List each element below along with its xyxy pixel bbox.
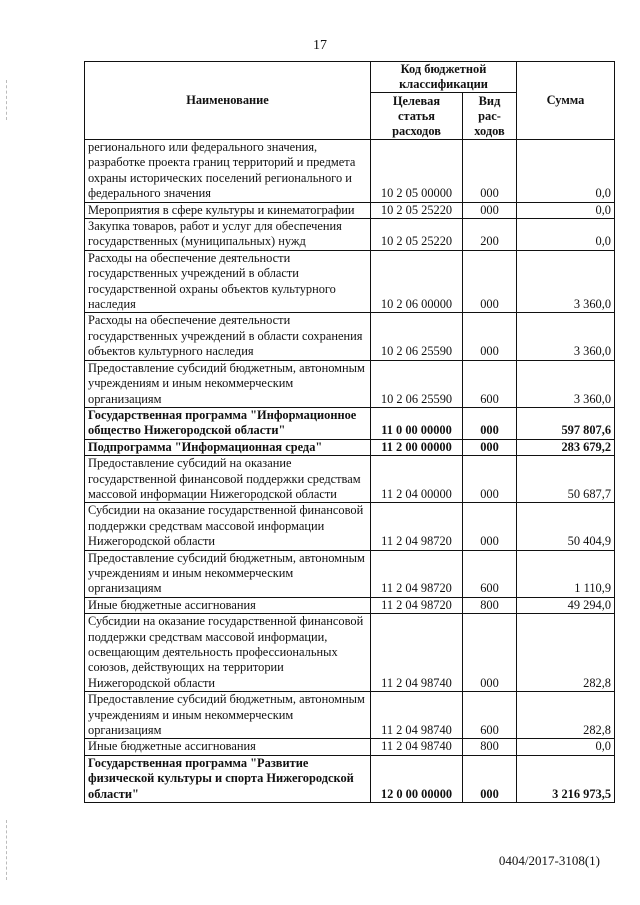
row-code-cell: 11 2 04 98720 <box>371 550 463 597</box>
row-name-cell: Государственная программа "Информационное общество Нижегородской области" <box>85 407 371 439</box>
table-row <box>85 550 615 597</box>
table-row <box>85 140 615 203</box>
row-vid-cell: 600 <box>463 550 517 597</box>
row-vid-cell: 000 <box>463 407 517 439</box>
table-row <box>85 692 615 739</box>
binder-mark <box>6 820 7 880</box>
header-target: Целевая статья расходов <box>371 93 463 140</box>
row-name-cell: Предоставление субсидий на оказание государственной финансовой поддержки средствам массовой информации Нижегородской области <box>85 456 371 503</box>
row-code-cell: 10 2 06 00000 <box>371 250 463 313</box>
row-code-cell: 12 0 00 00000 <box>371 755 463 802</box>
row-vid-cell: 000 <box>463 439 517 455</box>
budget-table <box>84 61 615 803</box>
row-name-cell: Предоставление субсидий бюджетным, автономным учреждениям и иным некоммерческим организациям <box>85 360 371 407</box>
row-vid-cell: 000 <box>463 250 517 313</box>
row-code-cell: 11 0 00 00000 <box>371 407 463 439</box>
binder-mark <box>6 80 7 120</box>
row-name-cell: Предоставление субсидий бюджетным, автономным учреждениям и иным некоммерческим организациям <box>85 692 371 739</box>
row-sum-cell: 282,8 <box>517 614 615 692</box>
row-name-cell: Подпрограмма "Информационная среда" <box>85 439 371 455</box>
row-vid-cell: 000 <box>463 140 517 203</box>
row-sum-cell: 50 687,7 <box>517 456 615 503</box>
row-name-cell: Закупка товаров, работ и услуг для обеспечения государственных (муниципальных) нужд <box>85 219 371 251</box>
row-vid-cell: 600 <box>463 360 517 407</box>
table-row <box>85 456 615 503</box>
row-sum-cell: 0,0 <box>517 140 615 203</box>
row-sum-cell: 49 294,0 <box>517 597 615 613</box>
row-code-cell: 11 2 04 98740 <box>371 614 463 692</box>
row-code-cell: 10 2 05 25220 <box>371 219 463 251</box>
row-vid-cell: 800 <box>463 739 517 755</box>
row-name-cell: Мероприятия в сфере культуры и кинематографии <box>85 202 371 218</box>
row-code-cell: 11 2 04 98740 <box>371 692 463 739</box>
row-vid-cell: 200 <box>463 219 517 251</box>
row-code-cell: 10 2 05 00000 <box>371 140 463 203</box>
table-row <box>85 739 615 755</box>
page-number: 17 <box>313 38 327 53</box>
row-name-cell: Иные бюджетные ассигнования <box>85 739 371 755</box>
row-sum-cell: 3 360,0 <box>517 250 615 313</box>
header-name: Наименование <box>85 62 371 140</box>
table-row <box>85 202 615 218</box>
row-vid-cell: 000 <box>463 202 517 218</box>
row-vid-cell: 800 <box>463 597 517 613</box>
row-name-cell: Иные бюджетные ассигнования <box>85 597 371 613</box>
table-row <box>85 597 615 613</box>
table-row <box>85 360 615 407</box>
row-code-cell: 11 2 04 00000 <box>371 456 463 503</box>
row-code-cell: 11 2 04 98740 <box>371 739 463 755</box>
row-code-cell: 10 2 05 25220 <box>371 202 463 218</box>
row-vid-cell: 000 <box>463 503 517 550</box>
row-sum-cell: 0,0 <box>517 739 615 755</box>
document-code: 0404/2017-3108(1) <box>498 853 600 868</box>
header-vid: Вид рас-ходов <box>463 93 517 140</box>
row-name-cell: Субсидии на оказание государственной финансовой поддержки средствам массовой информации Нижегородской области <box>85 503 371 550</box>
row-vid-cell: 600 <box>463 692 517 739</box>
row-name-cell: Предоставление субсидий бюджетным, автономным учреждениям и иным некоммерческим организациям <box>85 550 371 597</box>
header-sum: Сумма <box>517 62 615 140</box>
row-code-cell: 10 2 06 25590 <box>371 360 463 407</box>
row-sum-cell: 3 360,0 <box>517 313 615 360</box>
row-sum-cell: 3 360,0 <box>517 360 615 407</box>
row-name-cell: Расходы на обеспечение деятельности государственных учреждений в области сохранения объектов культурного наследия <box>85 313 371 360</box>
row-name-cell: Субсидии на оказание государственной финансовой поддержки средствам массовой информации, освещающим деятельность профессиональных союзов, действующих на территории Нижегородской области <box>85 614 371 692</box>
row-sum-cell: 0,0 <box>517 202 615 218</box>
table-row <box>85 313 615 360</box>
table-row <box>85 250 615 313</box>
row-code-cell: 11 2 00 00000 <box>371 439 463 455</box>
table-row <box>85 439 615 455</box>
row-code-cell: 11 2 04 98720 <box>371 503 463 550</box>
row-vid-cell: 000 <box>463 755 517 802</box>
row-name-cell: Расходы на обеспечение деятельности государственных учреждений в области государственной охраны объектов культурного наследия <box>85 250 371 313</box>
table-row <box>85 614 615 692</box>
row-name-cell: Государственная программа "Развитие физической культуры и спорта Нижегородской области" <box>85 755 371 802</box>
row-sum-cell: 283 679,2 <box>517 439 615 455</box>
table-row <box>85 219 615 251</box>
table-row <box>85 407 615 439</box>
row-sum-cell: 0,0 <box>517 219 615 251</box>
table-row <box>85 755 615 802</box>
row-vid-cell: 000 <box>463 614 517 692</box>
row-code-cell: 11 2 04 98720 <box>371 597 463 613</box>
header-code-group: Код бюджетной классификации <box>371 62 517 93</box>
row-sum-cell: 1 110,9 <box>517 550 615 597</box>
row-sum-cell: 50 404,9 <box>517 503 615 550</box>
row-sum-cell: 282,8 <box>517 692 615 739</box>
table-row <box>85 503 615 550</box>
row-vid-cell: 000 <box>463 313 517 360</box>
row-code-cell: 10 2 06 25590 <box>371 313 463 360</box>
row-name-cell: регионального или федерального значения, разработке проекта границ территорий и предмета охраны исторических поселений регионального и федерального значения <box>85 140 371 203</box>
row-vid-cell: 000 <box>463 456 517 503</box>
row-sum-cell: 3 216 973,5 <box>517 755 615 802</box>
row-sum-cell: 597 807,6 <box>517 407 615 439</box>
